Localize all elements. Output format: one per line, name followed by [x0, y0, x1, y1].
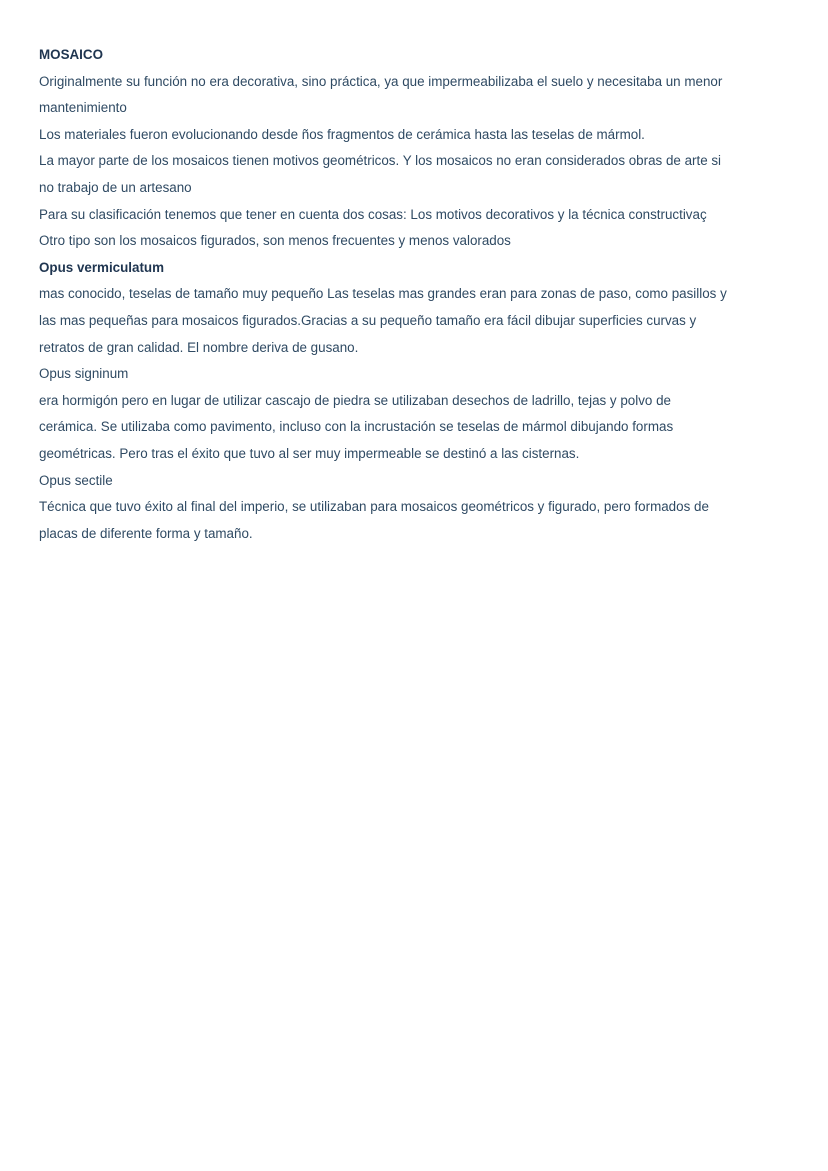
- section-heading: [39, 255, 799, 282]
- document-body: [39, 42, 799, 547]
- paragraph: [39, 281, 799, 361]
- document-title: MOSAICO: [39, 47, 103, 62]
- text-line: Técnica que tuvo éxito al final del imperio, se utilizaban para mosaicos geométricos y figurado, pero formados de: [39, 499, 709, 515]
- paragraph: [39, 388, 799, 468]
- text-line: Opus vermiculatum: [39, 259, 165, 275]
- document-paragraphs: [39, 69, 799, 548]
- text-line: mas conocido, teselas de tamaño muy pequeño Las teselas mas grandes eran para zonas de paso, como pasillos y: [39, 286, 727, 302]
- text-line: geométricas. Pero tras el éxito que tuvo al ser muy impermeable se destinó a las cisternas.: [39, 445, 580, 461]
- text-line: las mas pequeñas para mosaicos figurados.Gracias a su pequeño tamaño era fácil dibujar superficies curvas y: [39, 312, 697, 328]
- paragraph: [39, 228, 799, 255]
- paragraph: [39, 361, 799, 388]
- text-line: La mayor parte de los mosaicos tienen motivos geométricos. Y los mosaicos no eran considerados obras de arte si: [39, 153, 722, 169]
- text-line: Originalmente su función no era decorativa, sino práctica, ya que impermeabilizaba el suelo y necesitaba un menor: [39, 73, 723, 89]
- paragraph: [39, 494, 799, 547]
- paragraph: [39, 148, 799, 201]
- paragraph: [39, 69, 799, 122]
- text-line: retratos de gran calidad. El nombre deriva de gusano.: [39, 339, 359, 355]
- text-line: no trabajo de un artesano: [39, 179, 192, 195]
- text-line: Opus sectile: [39, 472, 113, 488]
- text-line: cerámica. Se utilizaba como pavimento, incluso con la incrustación se teselas de mármol dibujando formas: [39, 419, 674, 435]
- paragraph: [39, 122, 799, 149]
- text-line: Otro tipo son los mosaicos figurados, son menos frecuentes y menos valorados: [39, 233, 511, 249]
- text-line: mantenimiento: [39, 100, 127, 116]
- text-line: placas de diferente forma y tamaño.: [39, 525, 253, 541]
- text-line: Los materiales fueron evolucionando desde ños fragmentos de cerámica hasta las teselas de mármol.: [39, 126, 645, 142]
- text-line: era hormigón pero en lugar de utilizar cascajo de piedra se utilizaban desechos de ladrillo, tejas y polvo de: [39, 392, 671, 408]
- text-line: Opus signinum: [39, 366, 129, 382]
- paragraph: [39, 202, 799, 229]
- paragraph: [39, 468, 799, 495]
- text-line: Para su clasificación tenemos que tener en cuenta dos cosas: Los motivos decorativos y la técnica constructivaç: [39, 206, 707, 222]
